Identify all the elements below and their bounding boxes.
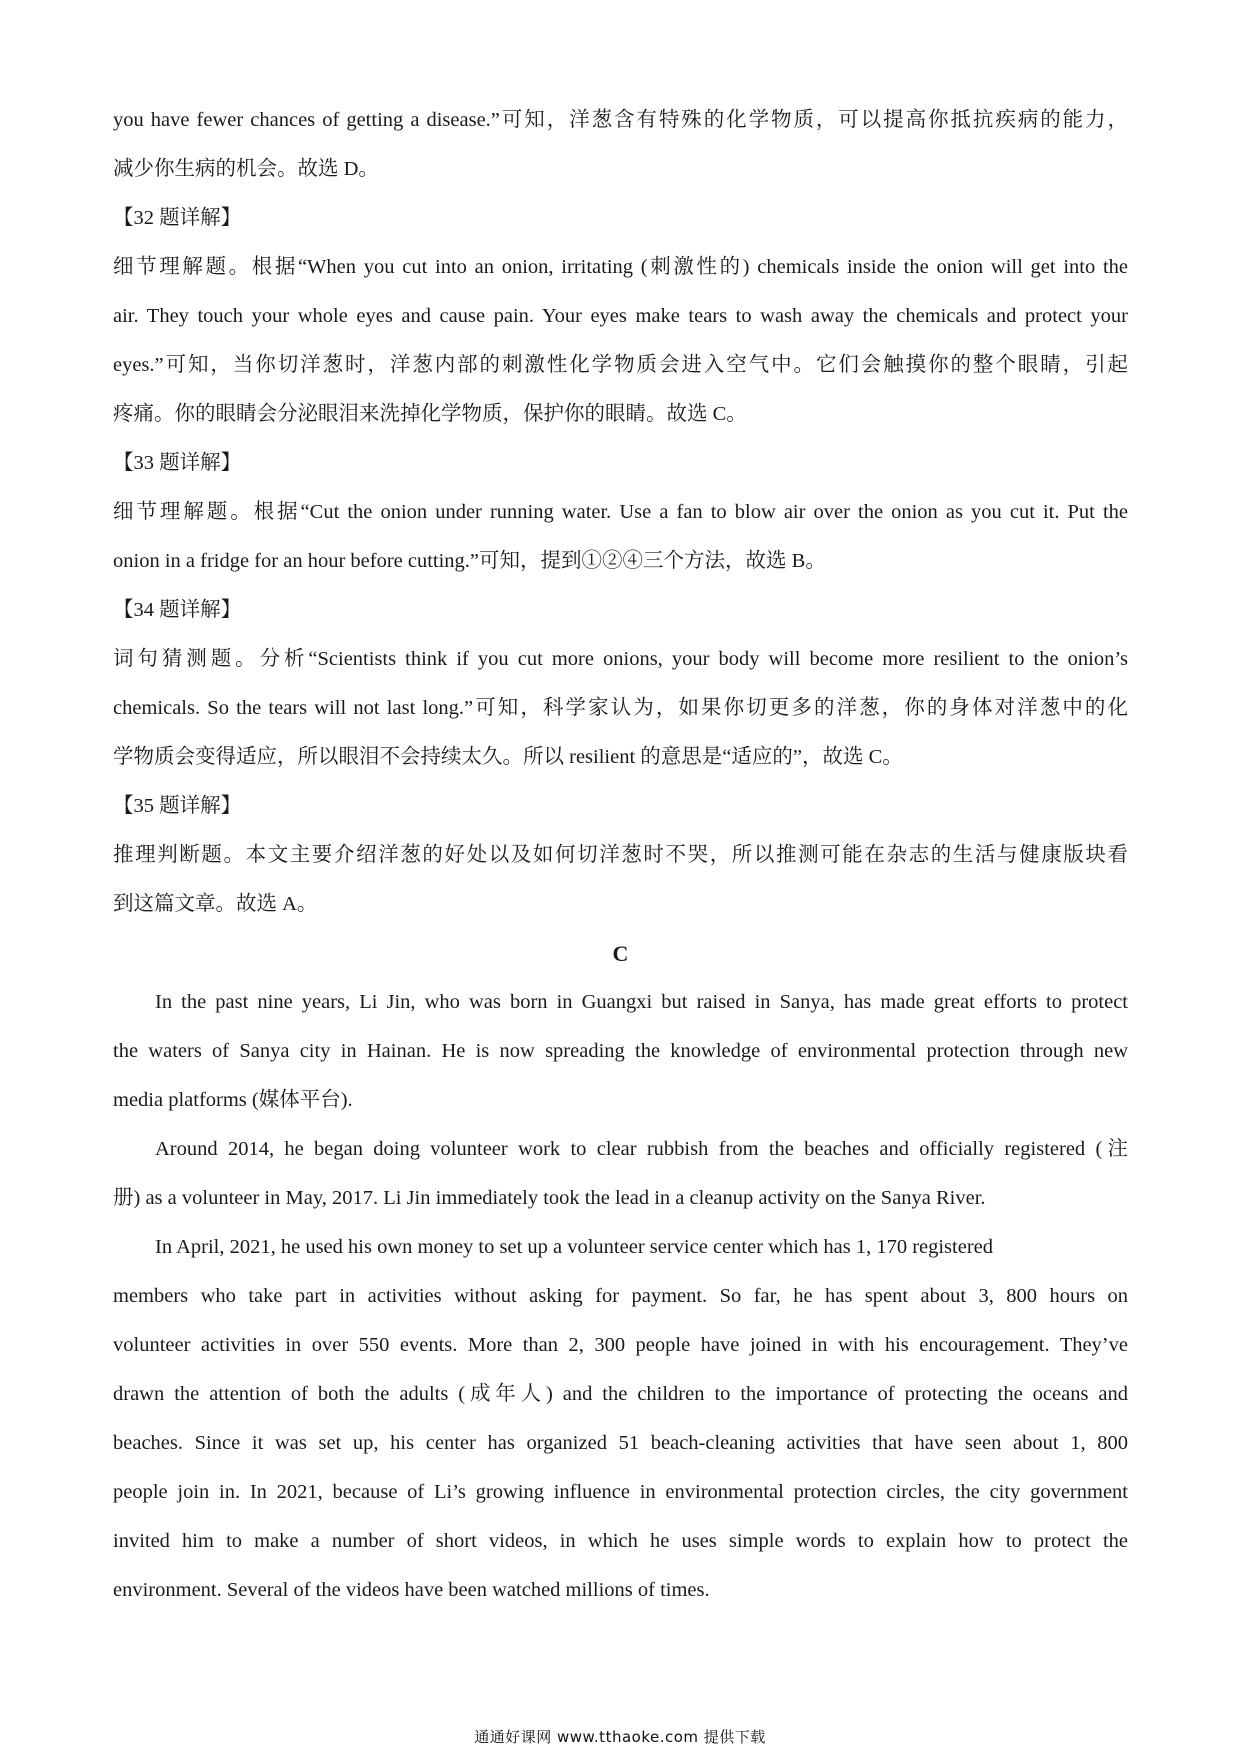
paragraph-line: members who take part in activities without asking for payment. So far, he has spent about 3, 800 hours on	[113, 1285, 1128, 1307]
section-title: C	[612, 941, 629, 966]
text-line: air. They touch your whole eyes and cause pain. Your eyes make tears to wash away the chemicals and protect your	[113, 305, 1128, 327]
paragraph-line: media platforms (媒体平台).	[113, 1089, 353, 1111]
text-line: 推理判断题。本文主要介绍洋葱的好处以及如何切洋葱时不哭，所以推测可能在杂志的生活与健康版块看	[113, 844, 1128, 866]
text-line: eyes.”可知，当你切洋葱时，洋葱内部的刺激性化学物质会进入空气中。它们会触摸你的整个眼睛，引起	[113, 354, 1128, 376]
question-heading: 【33 题详解】	[113, 452, 242, 474]
text-line: 减少你生病的机会。故选 D。	[113, 158, 379, 180]
paragraph-line: drawn the attention of both the adults (成年人) and the children to the importance of protecting the oceans and	[113, 1383, 1128, 1405]
paragraph-line: beaches. Since it was set up, his center has organized 51 beach-cleaning activities that have seen about 1, 800	[113, 1432, 1128, 1454]
paragraph-line: the waters of Sanya city in Hainan. He is now spreading the knowledge of environmental protection through new	[113, 1040, 1128, 1062]
text-line: 疼痛。你的眼睛会分泌眼泪来洗掉化学物质，保护你的眼睛。故选 C。	[113, 403, 747, 425]
page-footer: 通通好课网 www.tthaoke.com 提供下载	[474, 1728, 766, 1746]
text-line: onion in a fridge for an hour before cutting.”可知，提到①②④三个方法，故选 B。	[113, 550, 826, 572]
text-line: 细节理解题。根据“Cut the onion under running water. Use a fan to blow air over the onion as you cut it. Put the	[113, 501, 1128, 523]
text-line: 细节理解题。根据“When you cut into an onion, irritating (刺激性的) chemicals inside the onion will get into the	[113, 256, 1128, 278]
text-line: 到这篇文章。故选 A。	[113, 893, 318, 915]
text-line: 词句猜测题。分析“Scientists think if you cut more onions, your body will become more resilient to the onion’s	[113, 648, 1128, 670]
document-body	[113, 96, 1128, 1615]
paragraph-line: In the past nine years, Li Jin, who was born in Guangxi but raised in Sanya, has made great efforts to protect	[155, 991, 1128, 1013]
paragraph-line: In April, 2021, he used his own money to set up a volunteer service center which has 1, 170 registered	[155, 1236, 994, 1258]
text-line: 学物质会变得适应，所以眼泪不会持续太久。所以 resilient 的意思是“适应的”，故选 C。	[113, 746, 903, 768]
paragraph-line: people join in. In 2021, because of Li’s growing influence in environmental protection circles, the city government	[113, 1481, 1128, 1503]
paragraph-line: invited him to make a number of short videos, in which he uses simple words to explain how to protect the	[113, 1530, 1128, 1552]
text-line: you have fewer chances of getting a disease.”可知，洋葱含有特殊的化学物质，可以提高你抵抗疾病的能力，	[113, 109, 1128, 131]
paragraph-line: Around 2014, he began doing volunteer work to clear rubbish from the beaches and officially registered (注	[155, 1138, 1128, 1160]
paragraph-line: environment. Several of the videos have been watched millions of times.	[113, 1579, 710, 1601]
question-heading: 【32 题详解】	[113, 207, 242, 229]
question-heading: 【34 题详解】	[113, 599, 242, 621]
text-line: chemicals. So the tears will not last long.”可知，科学家认为，如果你切更多的洋葱，你的身体对洋葱中的化	[113, 697, 1128, 719]
question-heading: 【35 题详解】	[113, 795, 242, 817]
paragraph-line: 册) as a volunteer in May, 2017. Li Jin immediately took the lead in a cleanup activity on the Sanya River.	[113, 1187, 986, 1209]
paragraph-line: volunteer activities in over 550 events. More than 2, 300 people have joined in with his encouragement. They’ve	[113, 1334, 1128, 1356]
